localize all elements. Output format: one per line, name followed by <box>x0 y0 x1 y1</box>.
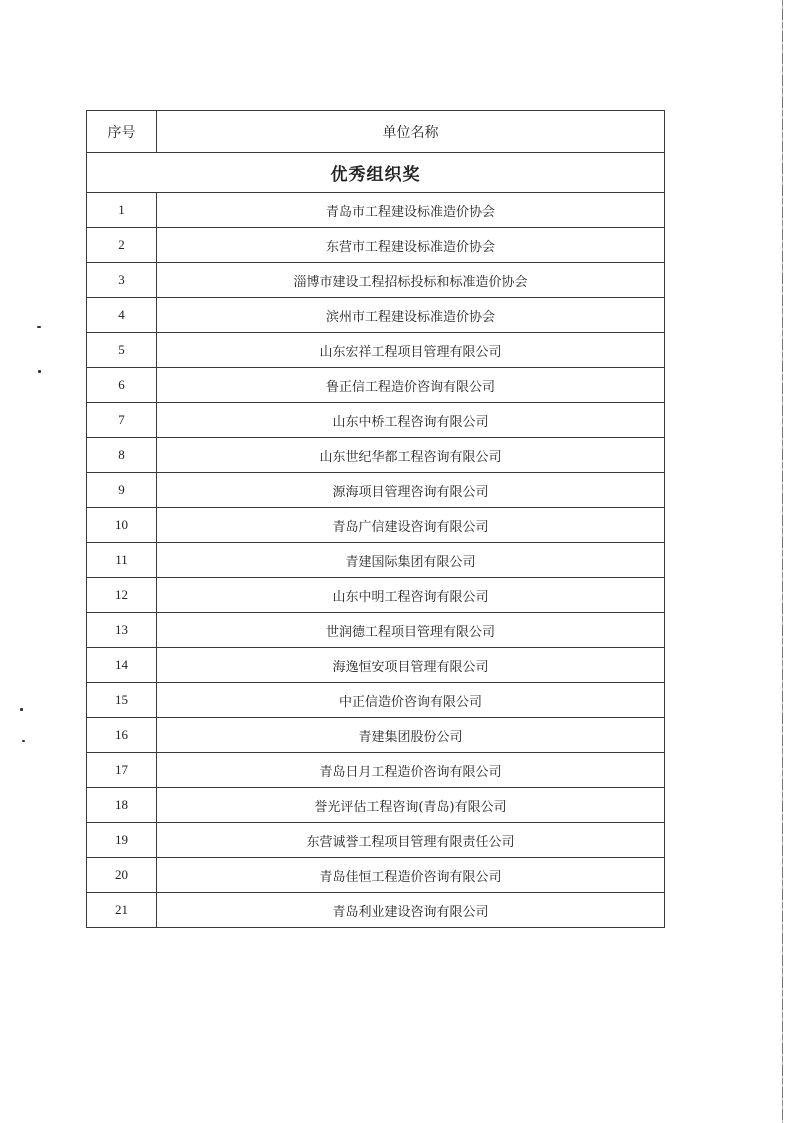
table-row <box>87 543 665 578</box>
row-unit-name: 海逸恒安项目管理有限公司 <box>157 648 665 683</box>
award-table <box>86 110 665 928</box>
scan-speck <box>20 708 23 711</box>
row-serial: 5 <box>87 333 157 368</box>
row-unit-name: 青建国际集团有限公司 <box>157 543 665 578</box>
table-header-row <box>87 111 665 153</box>
table-row <box>87 228 665 263</box>
table-row <box>87 613 665 648</box>
row-serial: 19 <box>87 823 157 858</box>
table-row <box>87 578 665 613</box>
table-row <box>87 788 665 823</box>
row-unit-name: 东营诚誉工程项目管理有限责任公司 <box>157 823 665 858</box>
table-row <box>87 473 665 508</box>
row-unit-name: 山东世纪华都工程咨询有限公司 <box>157 438 665 473</box>
section-title: 优秀组织奖 <box>87 153 665 193</box>
row-serial: 15 <box>87 683 157 718</box>
table-row <box>87 193 665 228</box>
row-unit-name: 山东宏祥工程项目管理有限公司 <box>157 333 665 368</box>
row-unit-name: 淄博市建设工程招标投标和标准造价协会 <box>157 263 665 298</box>
row-unit-name: 青岛市工程建设标准造价协会 <box>157 193 665 228</box>
table-row <box>87 333 665 368</box>
table-row <box>87 263 665 298</box>
row-serial: 20 <box>87 858 157 893</box>
row-serial: 2 <box>87 228 157 263</box>
table-row <box>87 893 665 928</box>
table-row <box>87 368 665 403</box>
row-unit-name: 青岛日月工程造价咨询有限公司 <box>157 753 665 788</box>
scan-edge-line <box>782 0 783 1123</box>
row-serial: 12 <box>87 578 157 613</box>
table-row <box>87 683 665 718</box>
row-serial: 16 <box>87 718 157 753</box>
row-unit-name: 誉光评估工程咨询(青岛)有限公司 <box>157 788 665 823</box>
row-serial: 10 <box>87 508 157 543</box>
table-row <box>87 718 665 753</box>
row-serial: 7 <box>87 403 157 438</box>
row-unit-name: 山东中明工程咨询有限公司 <box>157 578 665 613</box>
row-serial: 21 <box>87 893 157 928</box>
table-row <box>87 753 665 788</box>
section-title-row <box>87 153 665 193</box>
table-row <box>87 648 665 683</box>
row-unit-name: 青建集团股份公司 <box>157 718 665 753</box>
table-row <box>87 403 665 438</box>
row-unit-name: 东营市工程建设标准造价协会 <box>157 228 665 263</box>
table-row <box>87 298 665 333</box>
row-unit-name: 源海项目管理咨询有限公司 <box>157 473 665 508</box>
scan-speck <box>37 326 41 328</box>
row-serial: 3 <box>87 263 157 298</box>
row-unit-name: 青岛广信建设咨询有限公司 <box>157 508 665 543</box>
row-serial: 11 <box>87 543 157 578</box>
row-unit-name: 青岛利业建设咨询有限公司 <box>157 893 665 928</box>
row-serial: 4 <box>87 298 157 333</box>
row-serial: 9 <box>87 473 157 508</box>
table-row <box>87 858 665 893</box>
row-serial: 14 <box>87 648 157 683</box>
row-unit-name: 世润德工程项目管理有限公司 <box>157 613 665 648</box>
table-row <box>87 508 665 543</box>
row-serial: 13 <box>87 613 157 648</box>
row-serial: 1 <box>87 193 157 228</box>
table-row <box>87 823 665 858</box>
scan-speck <box>38 370 41 373</box>
row-serial: 18 <box>87 788 157 823</box>
scan-speck <box>22 740 25 742</box>
row-unit-name: 中正信造价咨询有限公司 <box>157 683 665 718</box>
row-serial: 17 <box>87 753 157 788</box>
row-unit-name: 山东中桥工程咨询有限公司 <box>157 403 665 438</box>
row-serial: 8 <box>87 438 157 473</box>
header-serial: 序号 <box>87 111 157 153</box>
row-unit-name: 鲁正信工程造价咨询有限公司 <box>157 368 665 403</box>
award-table-body <box>87 111 665 928</box>
header-unit-name: 单位名称 <box>157 111 665 153</box>
row-unit-name: 青岛佳恒工程造价咨询有限公司 <box>157 858 665 893</box>
row-serial: 6 <box>87 368 157 403</box>
table-row <box>87 438 665 473</box>
row-unit-name: 滨州市工程建设标准造价协会 <box>157 298 665 333</box>
